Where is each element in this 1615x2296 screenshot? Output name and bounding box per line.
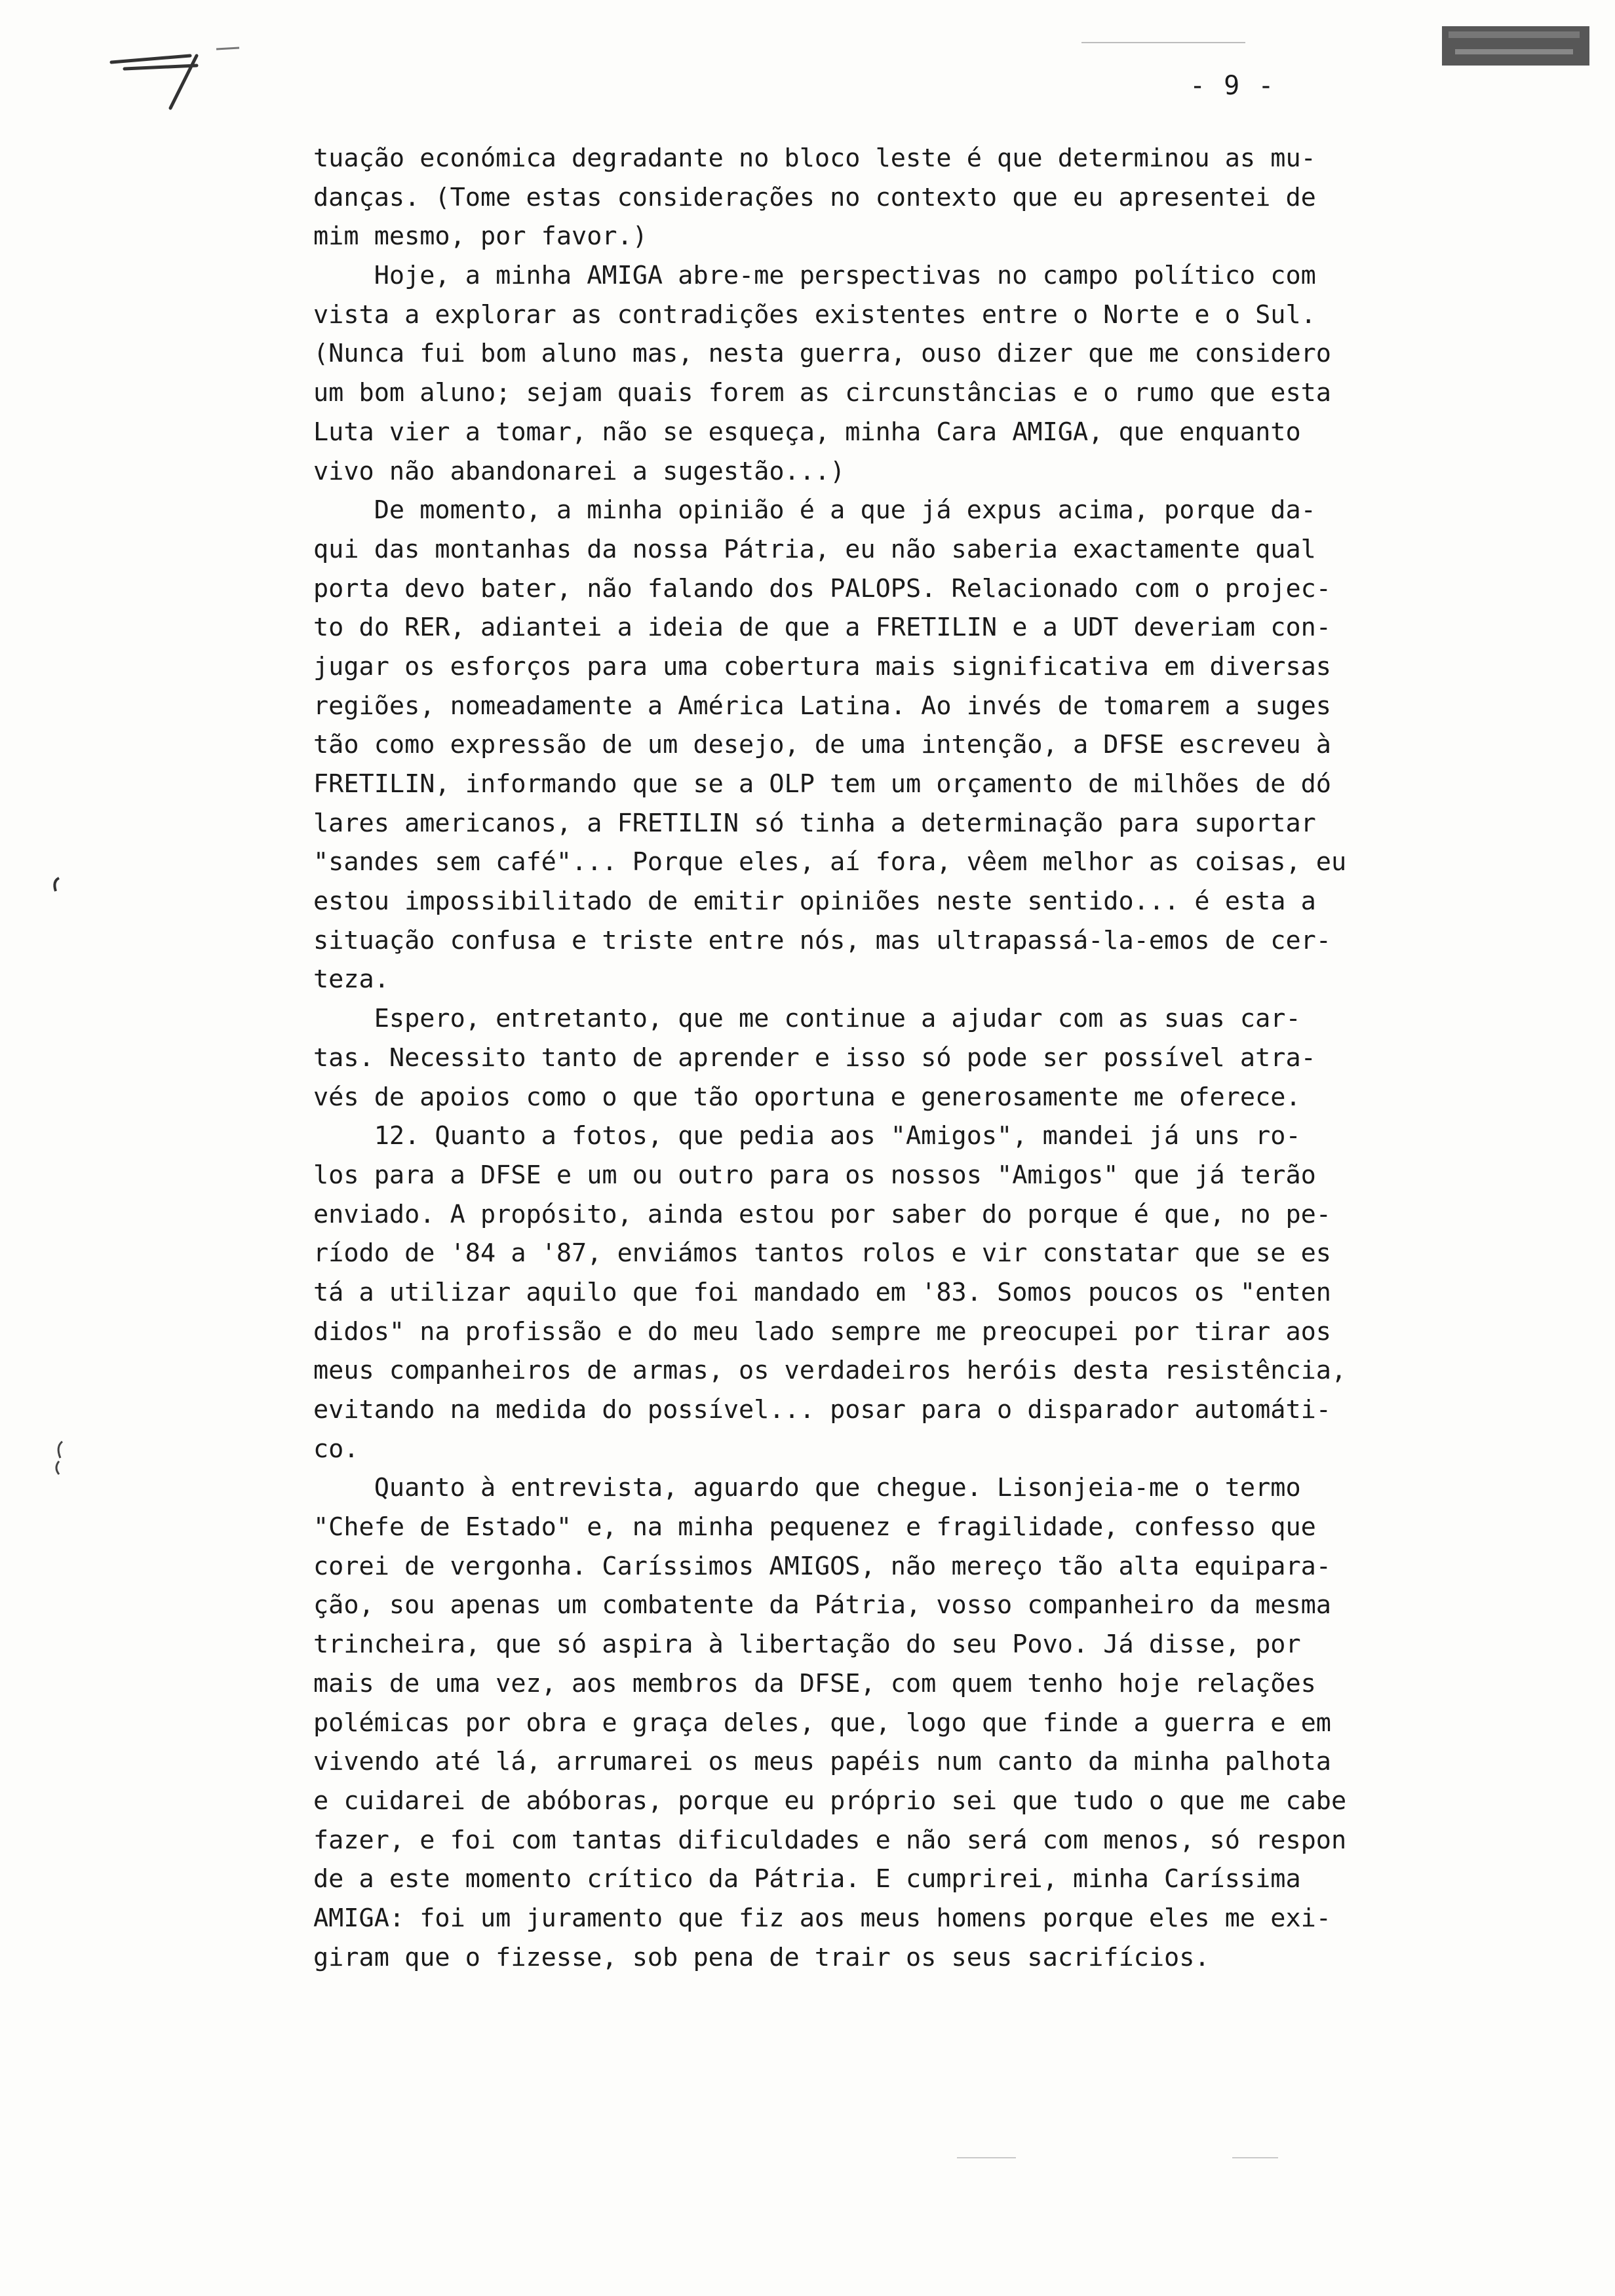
text-line: (Nunca fui bom aluno mas, nesta guerra, ouso dizer que me considero: [313, 339, 1331, 369]
text-line: tuação económica degradante no bloco leste é que determinou as mu-: [313, 144, 1316, 173]
text-line: estou impossibilitado de emitir opiniões neste sentido... é esta a: [313, 887, 1316, 917]
text-line: e cuidarei de abóboras, porque eu próprio sei que tudo o que me cabe: [313, 1786, 1347, 1816]
text-line: De momento, a minha opinião é a que já expus acima, porque da-: [313, 495, 1316, 526]
text-line: co.: [313, 1434, 359, 1464]
text-line: giram que o fizesse, sob pena de trair os seus sacrifícios.: [313, 1942, 1210, 1972]
text-line: AMIGA: foi um juramento que fiz aos meus homens porque eles me exi-: [313, 1903, 1331, 1933]
scan-artifact-line: [1232, 2157, 1278, 2158]
text-line: tas. Necessito tanto de aprender e isso só pode ser possível atra-: [313, 1043, 1316, 1073]
text-line: regiões, nomeadamente a América Latina. Ao invés de tomarem a suges: [313, 691, 1331, 721]
text-line: tá a utilizar aquilo que foi mandado em '83. Somos poucos os "enten: [313, 1277, 1331, 1307]
text-line: um bom aluno; sejam quais forem as circunstâncias e o rumo que esta: [313, 378, 1331, 408]
text-line: Hoje, a minha AMIGA abre-me perspectivas no campo político com: [313, 261, 1316, 291]
text-line: danças. (Tome estas considerações no contexto que eu apresentei de: [313, 182, 1316, 212]
text-line: Quanto à entrevista, aguardo que chegue. Lisonjeia-me o termo: [313, 1473, 1301, 1503]
text-line: corei de vergonha. Caríssimos AMIGOS, não mereço tão alta equipara-: [313, 1551, 1331, 1581]
text-line: de a este momento crítico da Pátria. E cumprirei, minha Caríssima: [313, 1864, 1301, 1894]
letter-body-text: [313, 139, 1441, 1977]
text-line: situação confusa e triste entre nós, mas ultrapassá-la-emos de cer-: [313, 925, 1331, 955]
text-line: didos" na profissão e do meu lado sempre me preocupei por tirar aos: [313, 1316, 1331, 1347]
text-line: fazer, e foi com tantas dificuldades e não será com menos, só respon: [313, 1825, 1347, 1855]
text-line: mais de uma vez, aos membros da DFSE, com quem tenho hoje relações: [313, 1668, 1316, 1698]
text-line: teza.: [313, 965, 389, 995]
text-line: tão como expressão de um desejo, de uma intenção, a DFSE escreveu à: [313, 730, 1331, 760]
text-line: porta devo bater, não falando dos PALOPS. Relacionado com o projec-: [313, 573, 1331, 603]
text-line: FRETILIN, informando que se a OLP tem um orçamento de milhões de dó: [313, 769, 1331, 799]
text-line: vista a explorar as contradições existentes entre o Norte e o Sul.: [313, 299, 1316, 330]
text-line: lares americanos, a FRETILIN só tinha a determinação para suportar: [313, 808, 1316, 838]
text-line: to do RER, adiantei a ideia de que a FRETILIN e a UDT deveriam con-: [313, 613, 1331, 643]
text-line: vivendo até lá, arrumarei os meus papéis num canto da minha palhota: [313, 1747, 1331, 1777]
scan-artifact-line: [957, 2157, 1016, 2158]
text-line: evitando na medida do possível... posar para o disparador automáti-: [313, 1395, 1331, 1425]
text-line: meus companheiros de armas, os verdadeiros heróis desta resistência,: [313, 1356, 1347, 1386]
text-line: mim mesmo, por favor.): [313, 221, 648, 252]
text-line: ríodo de '84 a '87, enviámos tantos rolos e vir constatar que se es: [313, 1238, 1331, 1269]
text-line: qui das montanhas da nossa Pátria, eu não saberia exactamente qual: [313, 534, 1316, 564]
text-line: Luta vier a tomar, não se esqueça, minha Cara AMIGA, que enquanto: [313, 417, 1301, 447]
scan-artifact-line: [1081, 42, 1245, 43]
page-number: - 9 -: [1190, 71, 1275, 101]
text-line: vivo não abandonarei a sugestão...): [313, 456, 846, 486]
text-line: polémicas por obra e graça deles, que, logo que finde a guerra e em: [313, 1708, 1331, 1738]
text-line: jugar os esforços para uma cobertura mais significativa em diversas: [313, 651, 1331, 681]
scan-noise-mark: [1422, 20, 1599, 79]
text-line: trincheira, que só aspira à libertação do seu Povo. Já disse, por: [313, 1630, 1301, 1660]
text-line: los para a DFSE e um ou outro para os nossos "Amigos" que já terão: [313, 1160, 1316, 1190]
text-line: Espero, entretanto, que me continue a ajudar com as suas car-: [313, 1004, 1301, 1034]
handwritten-stroke-mark: [98, 36, 256, 115]
binder-hole-marks: [39, 852, 79, 1573]
text-line: "sandes sem café"... Porque eles, aí fora, vêem melhor as coisas, eu: [313, 847, 1347, 877]
text-line: vés de apoios como o que tão oportuna e generosamente me oferece.: [313, 1082, 1301, 1112]
text-line: ção, sou apenas um combatente da Pátria, vosso companheiro da mesma: [313, 1590, 1331, 1620]
text-line: enviado. A propósito, ainda estou por saber do porque é que, no pe-: [313, 1199, 1331, 1229]
text-line: "Chefe de Estado" e, na minha pequenez e fragilidade, confesso que: [313, 1512, 1316, 1542]
text-line: 12. Quanto a fotos, que pedia aos "Amigos", mandei já uns ro-: [313, 1121, 1301, 1151]
